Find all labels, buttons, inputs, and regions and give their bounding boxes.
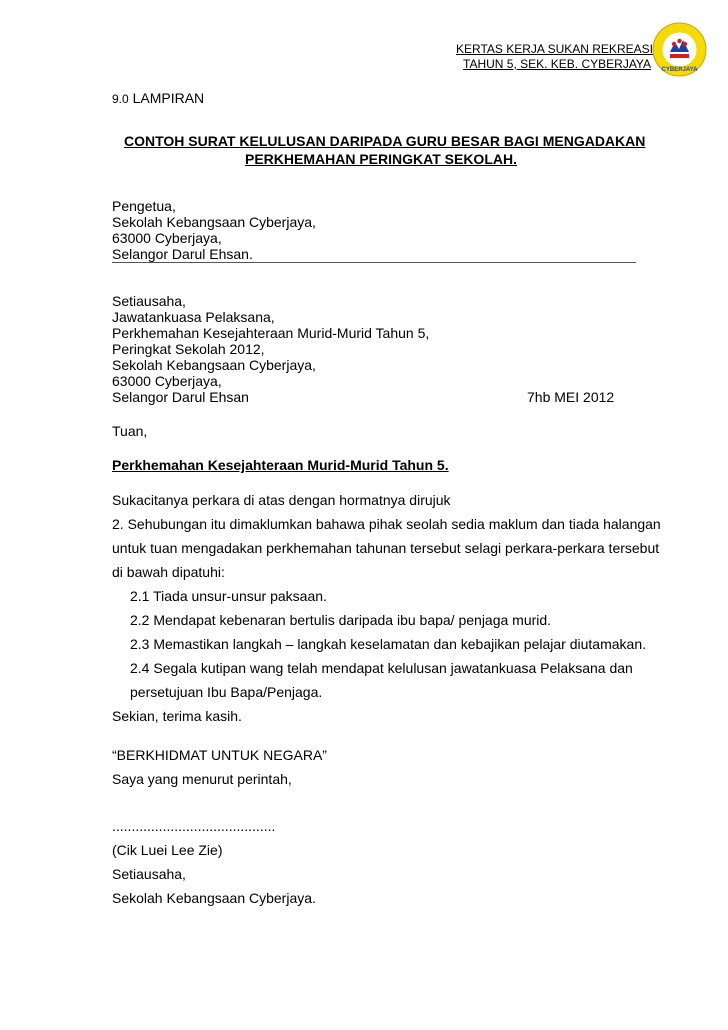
obedient-line: Saya yang menurut perintah, [112, 771, 292, 787]
motto: “BERKHIDMAT UNTUK NEGARA” [112, 747, 327, 763]
section-heading [112, 90, 204, 106]
sender-line: 63000 Cyberjaya, [112, 230, 222, 246]
separator-rule [112, 262, 636, 263]
body-paragraph-2-line: 2. Sehubungan itu dimaklumkan bahawa pihak seolah sedia maklum dan tiada halangan [112, 516, 661, 532]
recipient-line: Selangor Darul Ehsan [112, 389, 249, 405]
recipient-line: Peringkat Sekolah 2012, [112, 341, 265, 357]
school-logo [652, 22, 707, 77]
section-number: 9.0 [112, 92, 129, 106]
logo-text: CYBERJAYA [661, 67, 698, 73]
recipient-line: Jawatankuasa Pelaksana, [112, 309, 275, 325]
list-item: 2.4 Segala kutipan wang telah mendapat kelulusan jawatankuasa Pelaksana dan [130, 660, 633, 676]
body-paragraph-1: Sukacitanya perkara di atas dengan hormatnya dirujuk [112, 492, 451, 508]
sender-line: Pengetua, [112, 198, 176, 214]
body-paragraph-2-line: di bawah dipatuhi: [112, 564, 225, 580]
signature-line: .......................................... [112, 818, 276, 834]
doc-title-line-1: CONTOH SURAT KELULUSAN DARIPADA GURU BESAR BAGI MENGADAKAN [124, 133, 646, 149]
sender-line: Selangor Darul Ehsan. [112, 246, 253, 262]
recipient-line: 63000 Cyberjaya, [112, 373, 222, 389]
closing-text: Sekian, terima kasih. [112, 708, 242, 724]
header-line-2: TAHUN 5, SEK. KEB. CYBERJAYA [463, 57, 652, 71]
recipient-line: Sekolah Kebangsaan Cyberjaya, [112, 357, 316, 373]
recipient-line: Perkhemahan Kesejahteraan Murid-Murid Tahun 5, [112, 325, 430, 341]
doc-title-line-2: PERKHEMAHAN PERINGKAT SEKOLAH. [245, 151, 517, 167]
section-title: LAMPIRAN [132, 90, 205, 106]
sender-line: Sekolah Kebangsaan Cyberjaya, [112, 214, 316, 230]
salutation: Tuan, [112, 423, 148, 439]
list-item: 2.1 Tiada unsur-unsur paksaan. [130, 588, 327, 604]
header-line-1: KERTAS KERJA SUKAN REKREASI [456, 42, 653, 56]
letter-date: 7hb MEI 2012 [527, 389, 615, 405]
signer-organization: Sekolah Kebangsaan Cyberjaya. [112, 890, 316, 906]
recipient-line: Setiausaha, [112, 293, 186, 309]
subject-line: Perkhemahan Kesejahteraan Murid-Murid Tahun 5. [112, 457, 449, 473]
list-item: 2.3 Memastikan langkah – langkah keselamatan dan kebajikan pelajar diutamakan. [130, 636, 646, 652]
list-item: 2.2 Mendapat kebenaran bertulis daripada ibu bapa/ penjaga murid. [130, 612, 552, 628]
signer-title: Setiausaha, [112, 866, 186, 882]
body-paragraph-2-line: untuk tuan mengadakan perkhemahan tahunan tersebut selagi perkara-perkara tersebut [112, 540, 660, 556]
list-item: persetujuan Ibu Bapa/Penjaga. [130, 684, 323, 700]
signer-name: (Cik Luei Lee Zie) [112, 842, 223, 858]
